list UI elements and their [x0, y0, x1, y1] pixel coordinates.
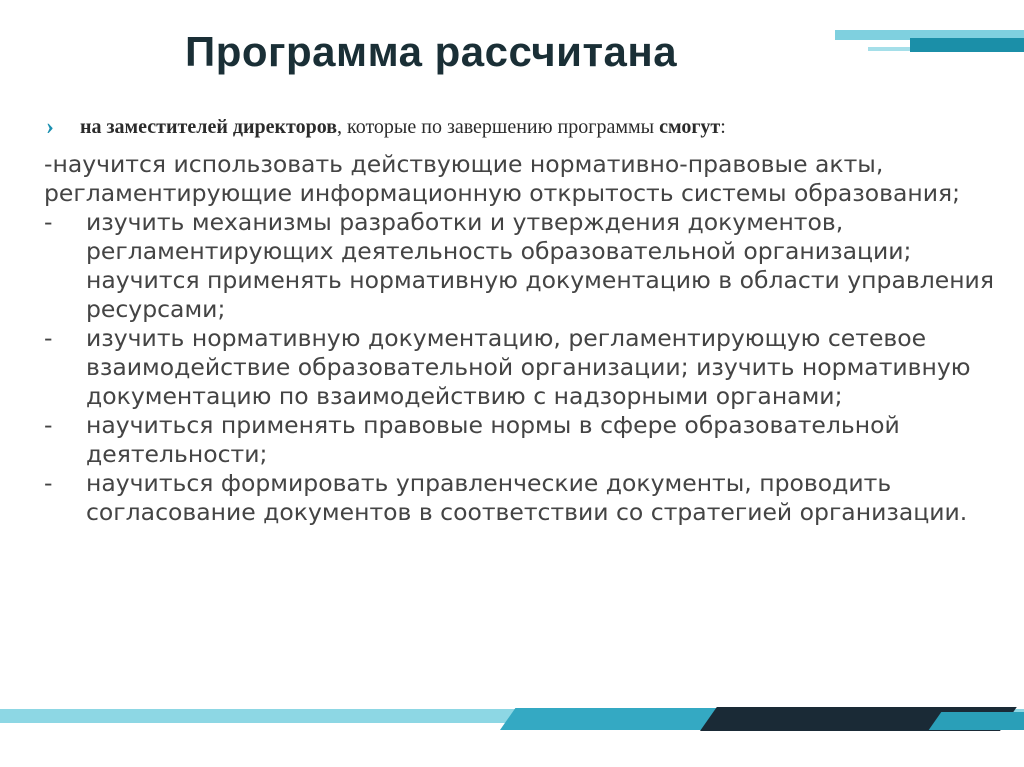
- intro-line: [46, 114, 726, 141]
- list-item: [44, 208, 1019, 324]
- list-dash: -: [44, 411, 53, 439]
- top-decor-dark-stripe: [910, 38, 1024, 52]
- intro-middle: , которые по завершению программы: [337, 116, 660, 138]
- list-item: [44, 324, 1019, 411]
- list-item-text: научиться формировать управленческие документы, проводить согласование документов в соответствии со стратегией организации.: [86, 469, 968, 526]
- list-item-text: научиться применять правовые нормы в сфере образовательной деятельности;: [86, 411, 900, 468]
- list-dash: -: [44, 324, 53, 352]
- list-dash: -: [44, 469, 53, 497]
- first-paragraph: -научится использовать действующие нормативно-правовые акты, регламентирующие информационную открытость системы образования;: [44, 150, 961, 207]
- slide-content: [44, 150, 1019, 527]
- list-dash: -: [44, 208, 53, 236]
- list-item-text: изучить механизмы разработки и утверждения документов, регламентирующих деятельность образовательной организации; научится применять нормативную документацию в области управления ресурсами;: [86, 208, 994, 323]
- list-item-text: изучить нормативную документацию, регламентирующую сетевое взаимодействие образовательной организации; изучить нормативную документацию по взаимодействию с надзорными органами;: [86, 324, 971, 410]
- bottom-decor-teal-bar: [929, 712, 1024, 730]
- slide-title: Программа рассчитана: [185, 28, 678, 75]
- list-item: [44, 411, 1019, 469]
- intro-bold-end: смогут: [659, 116, 721, 138]
- intro-end: :: [720, 116, 726, 138]
- list-item: [44, 469, 1019, 527]
- intro-bold-start: на заместителей директоров: [80, 116, 338, 138]
- chevron-right-icon: ›: [46, 114, 54, 140]
